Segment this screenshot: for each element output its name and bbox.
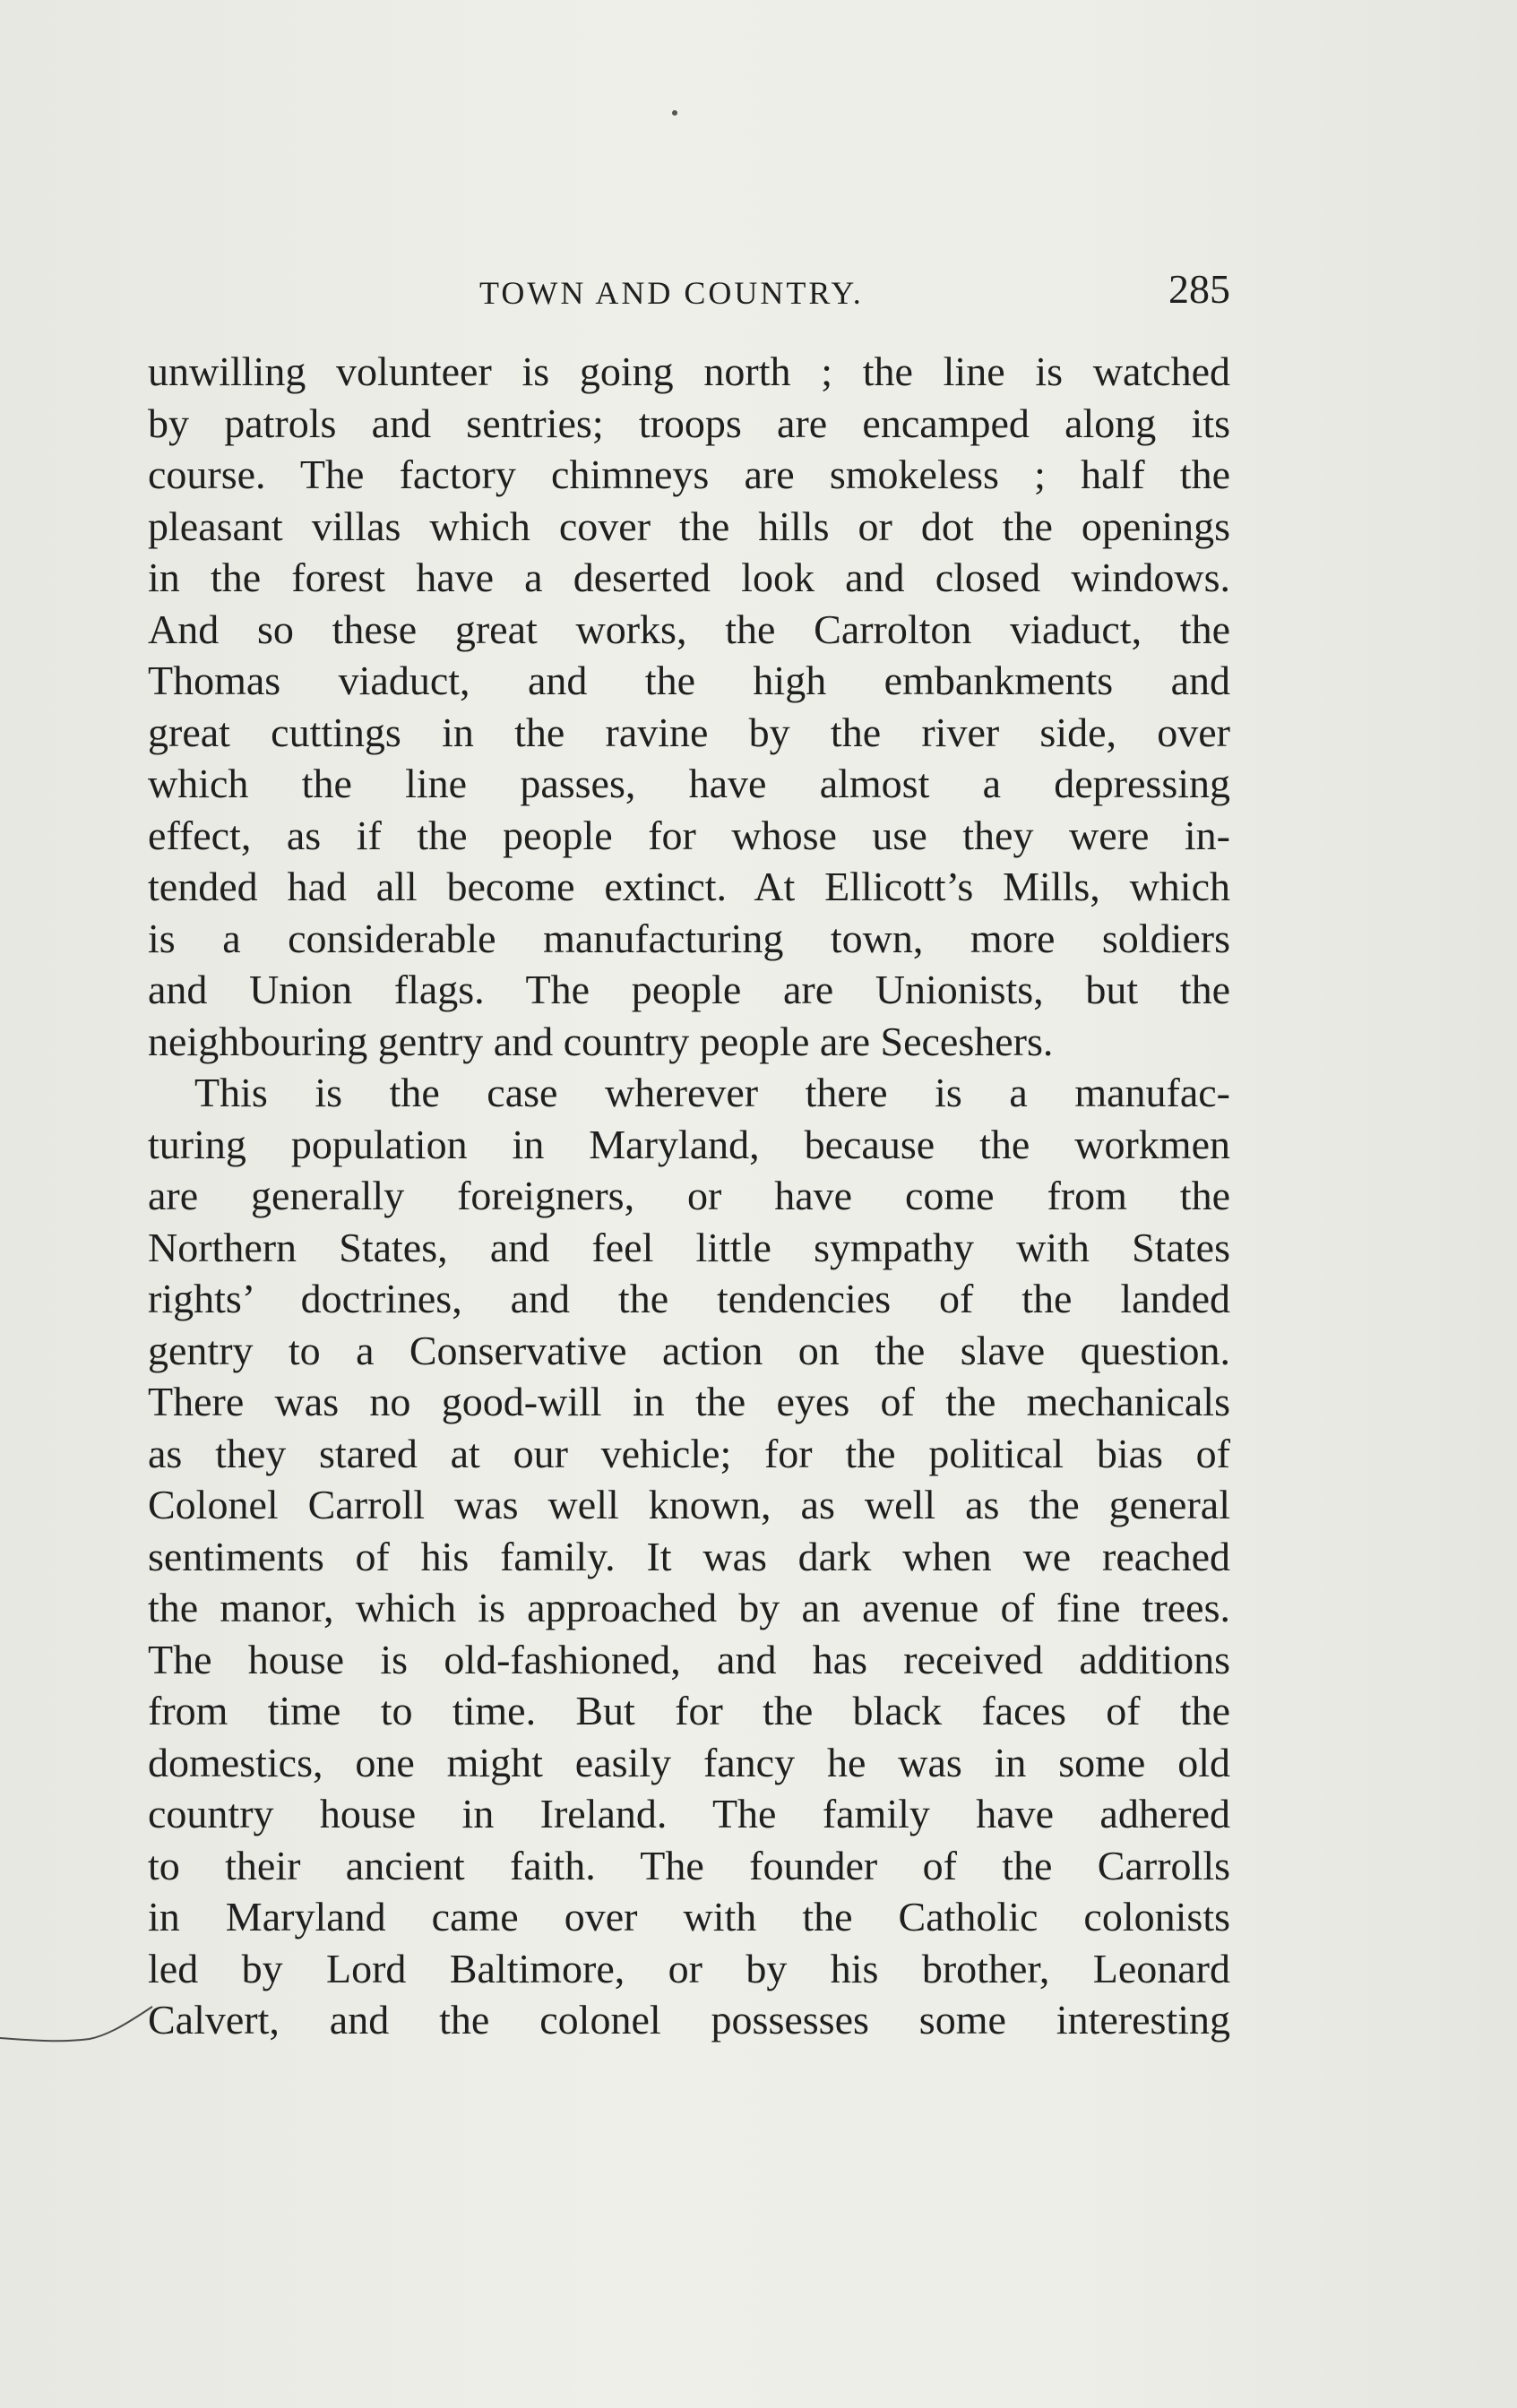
- text-line: And so these great works, the Carrolton viaduct, the: [148, 606, 1230, 652]
- text-line: rights’ doctrines, and the tendencies of the landed: [148, 1276, 1230, 1321]
- page-number: 285: [1168, 266, 1230, 312]
- text-line: the manor, which is approached by an avenue of fine trees.: [148, 1585, 1230, 1630]
- text-line: Calvert, and the colonel possesses some interesting: [148, 1997, 1230, 2042]
- ink-speck: [672, 110, 677, 116]
- text-line: great cuttings in the ravine by the river side, over: [148, 709, 1230, 755]
- body-text: [148, 346, 1230, 2046]
- text-line: led by Lord Baltimore, or by his brother, Leonard: [148, 1945, 1230, 1991]
- text-line: domestics, one might easily fancy he was in some old: [148, 1739, 1230, 1785]
- text-line: from time to time. But for the black faces of the: [148, 1688, 1230, 1733]
- text-line: Thomas viaduct, and the high embankments and: [148, 658, 1230, 703]
- text-line: is a considerable manufacturing town, more soldiers: [148, 915, 1230, 961]
- text-line: The house is old-fashioned, and has received additions: [148, 1636, 1230, 1682]
- text-line: Northern States, and feel little sympathy with States: [148, 1224, 1230, 1270]
- text-line: Colonel Carroll was well known, as well as the general: [148, 1482, 1230, 1527]
- text-line: as they stared at our vehicle; for the political bias of: [148, 1430, 1230, 1476]
- text-line: country house in Ireland. The family have adhered: [148, 1791, 1230, 1836]
- margin-pencil-mark: [0, 1998, 157, 2078]
- running-title: TOWN AND COUNTRY.: [479, 275, 864, 311]
- text-line: effect, as if the people for whose use they were in-: [148, 812, 1230, 858]
- text-line: to their ancient faith. The founder of the Carrolls: [148, 1842, 1230, 1888]
- text-line: pleasant villas which cover the hills or dot the openings: [148, 503, 1230, 549]
- text-line: unwilling volunteer is going north ; the line is watched: [148, 348, 1230, 394]
- text-line: tended had all become extinct. At Ellicott’s Mills, which: [148, 864, 1230, 909]
- text-line: neighbouring gentry and country people are Seceshers.: [148, 1018, 1054, 1064]
- text-line: in Maryland came over with the Catholic colonists: [148, 1894, 1230, 1939]
- text-line: are generally foreigners, or have come from the: [148, 1173, 1230, 1218]
- text-line: which the line passes, have almost a depressing: [148, 761, 1230, 806]
- text-line: turing population in Maryland, because the workmen: [148, 1121, 1230, 1167]
- text-line: gentry to a Conservative action on the slave question.: [148, 1327, 1230, 1373]
- text-line: in the forest have a deserted look and closed windows.: [148, 555, 1230, 600]
- text-line: This is the case wherever there is a manufac-: [194, 1070, 1230, 1115]
- text-line: There was no good-will in the eyes of the mechanicals: [148, 1379, 1230, 1424]
- text-line: sentiments of his family. It was dark when we reached: [148, 1533, 1230, 1579]
- text-line: course. The factory chimneys are smokeless ; half the: [148, 452, 1230, 497]
- page-header: [148, 265, 1230, 319]
- text-line: and Union flags. The people are Unionists, but the: [148, 967, 1230, 1012]
- text-line: by patrols and sentries; troops are encamped along its: [148, 400, 1230, 446]
